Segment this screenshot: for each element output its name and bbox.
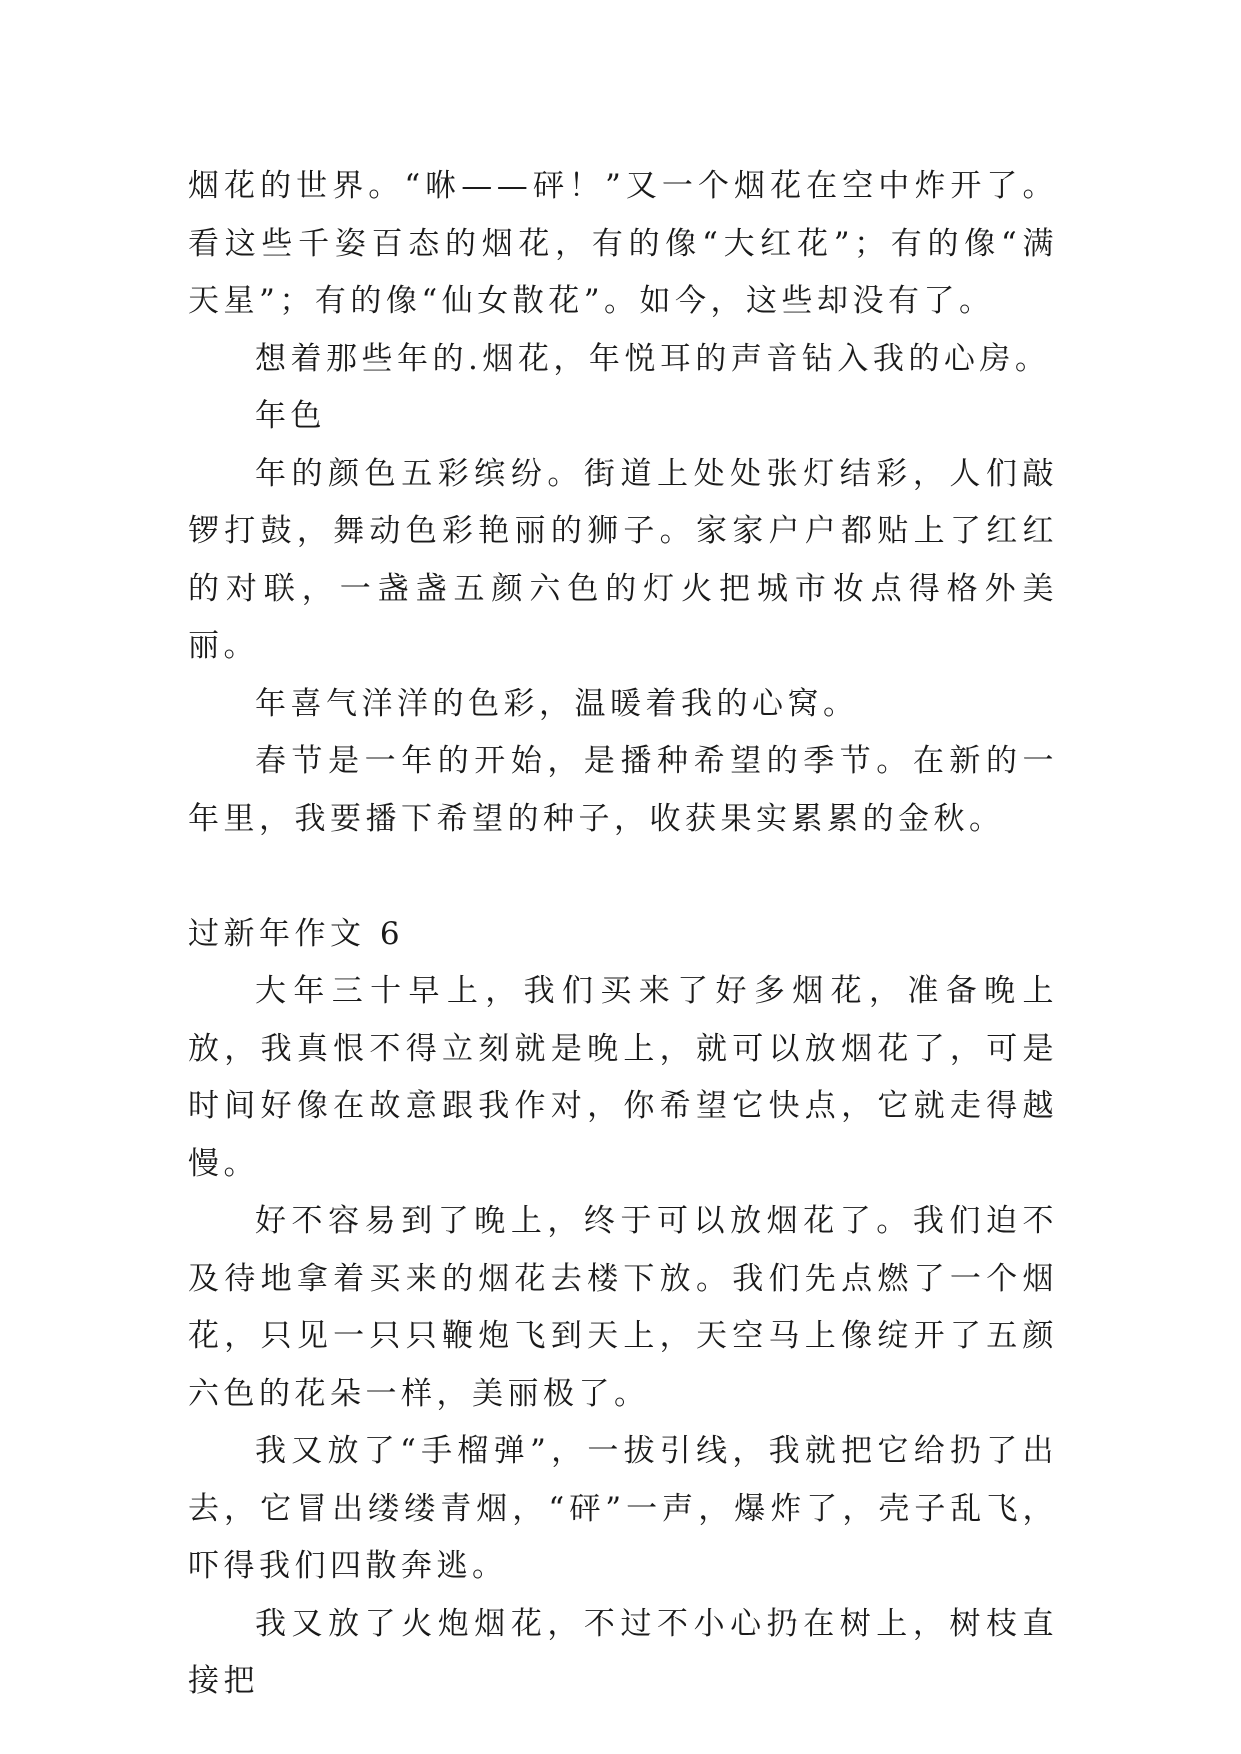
paragraph: 春节是一年的开始，是播种希望的季节。在新的一年里，我要播下希望的种子，收获果实累累的金秋。 — [188, 743, 1058, 837]
paragraph: 好不容易到了晚上，终于可以放烟花了。我们迫不及待地拿着买来的烟花去楼下放。我们先点燃了一个烟花，只见一只只鞭炮飞到天上，天空马上像绽开了五颜六色的花朵一样，美丽极了。 — [188, 1203, 1058, 1412]
paragraph: 想着那些年的.烟花，年悦耳的声音钻入我的心房。 — [255, 340, 1051, 377]
paragraph: 大年三十早上，我们买来了好多烟花，准备晚上放，我真恨不得立刻就是晚上，就可以放烟花了，可是时间好像在故意跟我作对，你希望它快点，它就走得越慢。 — [188, 973, 1058, 1182]
paragraph: 年喜气洋洋的色彩，温暖着我的心窝。 — [255, 685, 859, 722]
paragraph: 年的颜色五彩缤纷。街道上处处张灯结彩，人们敲锣打鼓，舞动色彩艳丽的狮子。家家户户都贴上了红红的对联，一盏盏五颜六色的灯火把城市妆点得格外美丽。 — [188, 455, 1058, 664]
document-body — [188, 158, 1058, 1711]
section-title: 过新年作文 6 — [188, 915, 405, 952]
paragraph: 我又放了火炮烟花，不过不小心扔在树上，树枝直接把 — [188, 1605, 1058, 1699]
paragraph: 我又放了“手榴弹”，一拔引线，我就把它给扔了出去，它冒出缕缕青烟，“砰”一声，爆炸了，壳子乱飞，吓得我们四散奔逃。 — [188, 1433, 1058, 1584]
paragraph: 烟花的世界。“咻——砰！”又一个烟花在空中炸开了。看这些千姿百态的烟花，有的像“大红花”；有的像“满天星”；有的像“仙女散花”。如今，这些却没有了。 — [188, 168, 1058, 319]
subheading: 年色 — [255, 398, 326, 434]
